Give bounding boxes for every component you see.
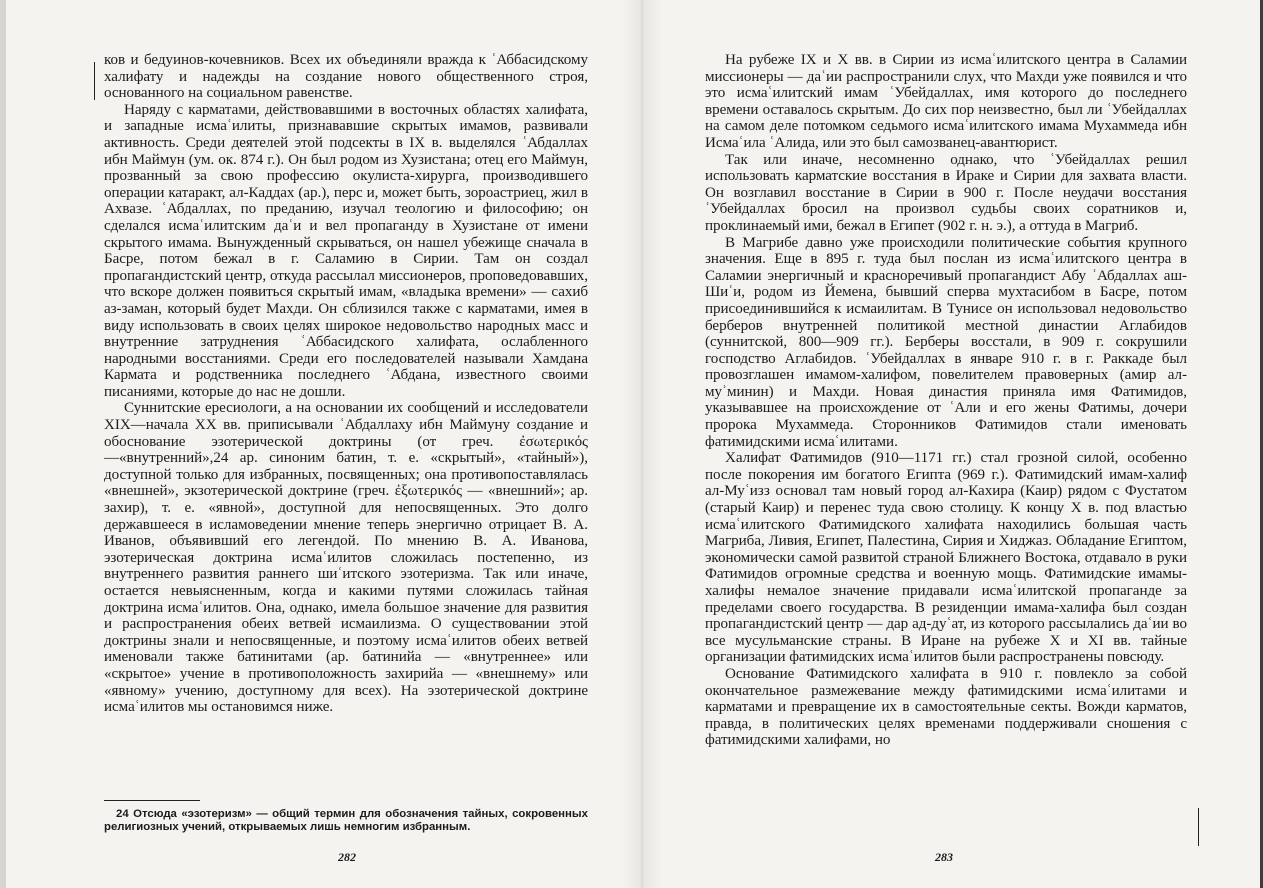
scan-edge-left bbox=[0, 0, 6, 888]
paragraph: ков и бедуинов-кочевников. Всех их объединяли вражда к ʿАббасидскому халифату и надежды на создание нового общественного строя, основанного на социальном равенстве. bbox=[104, 52, 588, 102]
margin-bracket-mark bbox=[94, 62, 99, 100]
left-page bbox=[104, 52, 588, 716]
paragraph: На рубеже IX и X вв. в Сирии из исмаʿилитского центра в Саламии миссионеры — даʿии распространили слух, что Махди уже появился и что это исмаʿилитский имам ʿУбейдаллах, имя которого до последнего времени оставалось скрытым. До сих пор неизвестно, был ли ʿУбейдаллах на самом деле потомком седьмого исмаʿилитского имама Мухаммеда ибн Исмаʿила ʿАлида, или это был самозванец-авантюрист. bbox=[705, 52, 1187, 151]
footnote-rule bbox=[104, 800, 200, 801]
paragraph: Наряду с карматами, действовавшими в восточных областях халифата, и западные исмаʿилиты, признававшие скрытых имамов, развивали активность. Среди деятелей этой подсекты в IX в. выделялся ʿАбдаллах ибн Маймун (ум. ок. 874 г.). Он был родом из Хузистана; отец его Маймун, прозванный за свою профессию окулиста-хирурга, производившего операции катаракт, ал-Каддах (ар.), перс и, может быть, зороастриец, жил в Ахвазе. ʿАбдаллах, по преданию, изучал теологию и философию; он сделался исмаʿилитским даʿи и вел пропаганду в Хузистане от имени скрытого имама. Вынужденный скрываться, он нашел убежище сначала в Басре, потом бежал в г. Саламию в Сирии. Там он создал пропагандистский центр, откуда рассылал миссионеров, проповедовавших, что вскоре должен появиться скрытый имам, «владыка времени» — сахиб аз-заман, который будет Махди. Он сблизился также с карматами, имея в виду использовать в своих целях широкое недовольство народных масс и внутренние затруднения ʿАббасидского халифата, ослабленного народными восстаниями. Среди его последователей называли Хамдана Кармата и родственника последнего ʿАбдана, известного своими писаниями, которые до нас не дошли. bbox=[104, 101, 588, 400]
footnote: 24 Отсюда «эзотеризм» — общий термин для обозначения тайных, сокровенных религиозных учений, открываемых лишь немногим избранным. bbox=[104, 808, 588, 833]
page-number-right: 283 bbox=[935, 850, 953, 864]
paragraph: Суннитские ересиологи, а на основании их сообщений и исследователи XIX—начала XX вв. приписывали ʿАбдаллаху ибн Маймуну создание и обоснование эзотерической доктрины (от греч. ἐσωτερικός —«внутренний»,24 ар. синоним батин, т. е. «скрытый», «тайный»), доступной только для избранных, посвященных; она противопоставлялась «внешней», экзотерической доктрине (греч. ἐξωτερικός — «внешний»; ар. захир), т. е. «явной», доступной для непосвященных. Это долго державшееся в исламоведении мнение теперь энергично отрицает В. А. Иванов, объявивший его легендой. По мнению В. А. Иванова, эзотерическая доктрина исмаʿилитов сложилась постепенно, из внутреннего развития раннего шиʿитского эзотеризма. Так или иначе, остается невыясненным, когда и какими путями сложилась тайная доктрина исмаʿилитов. Она, однако, имела большое значение для развития и распространения обеих ветвей исмаилизма. О существовании этой доктрины знали и непосвященные, и поэтому исмаʿилитов обеих ветвей именовали также батинитами (ар. батинийа — «внутреннее» или «скрытое» учение в противоположность захирийа — «внешнему» или «явному» учению, доступному для всех). На эзотерической доктрине исмаʿилитов мы остановимся ниже. bbox=[104, 400, 588, 716]
page-number-left: 282 bbox=[338, 850, 356, 864]
paragraph: Халифат Фатимидов (910—1171 гг.) стал грозной силой, особенно после покорения им богатого Египта (969 г.). Фатимидский имам-халиф ал-Муʿизз основал там новый город ал-Кахира (Каир) рядом с Фустатом (старый Каир) и перенес туда свою столицу. К концу X в. под властью исмаʿилитского Фатимидского халифата находились большая часть Магриба, Ливия, Египет, Палестина, Сирия и Хиджаз. Обладание Египтом, экономически самой развитой страной Ближнего Востока, отдавало в руки Фатимидов огромные средства и военную мощь. Фатимидские имамы-халифы немалое значение придавали исмаʿилитской пропаганде за пределами своего государства. В резиденции имама-халифа был создан пропагандистский центр — дар ад-дуʿат, из которого рассылались даʿии во все мусульманские страны. В Иране на рубеже X и XI вв. тайные организации фатимидских исмаʿилитов были распространены повсюду. bbox=[705, 450, 1187, 666]
book-gutter bbox=[622, 0, 662, 888]
margin-bracket-mark bbox=[1198, 808, 1203, 846]
paragraph: Так или иначе, несомненно однако, что ʿУбейдаллах решил использовать карматские восстания в Ираке и Сирии для захвата власти. Он возглавил восстание в Сирии в 900 г. После неудачи восстания ʿУбейдаллах бросил на произвол судьбы своих соратников и, проклинаемый ими, бежал в Египет (902 г. н. э.), а оттуда в Магриб. bbox=[705, 151, 1187, 234]
right-page bbox=[705, 52, 1187, 749]
paragraph: Основание Фатимидского халифата в 910 г. повлекло за собой окончательное размежевание между фатимидскими исмаʿилитами и карматами и превращение их в самостоятельные секты. Вожди карматов, правда, в политических целях временами поддерживали сношения с фатимидскими халифами, но bbox=[705, 665, 1187, 749]
paragraph: В Магрибе давно уже происходили политические события крупного значения. Еще в 895 г. туда был послан из исмаʿилитского центра в Саламии энергичный и красноречивый пропагандист Абу ʿАбдаллах аш-Шиʿи, родом из Йемена, бывший сперва мухтасибом в Басре, потом присоединившийся к исмаилитам. В Тунисе он использовал недовольство берберов внутренней политикой местной династии Аглабидов (суннитской, 800—909 гг.). Берберы восстали, в 909 г. сокрушили господство Аглабидов. ʿУбейдаллах в январе 910 г. в г. Раккаде был провозглашен имамом-халифом, повелителем правоверных (амир ал-муʾминин) и Махди. Новая династия приняла имя Фатимидов, указывавшее на происхождение от ʿАли и его жены Фатимы, дочери пророка Мухаммеда. Сторонников Фатимидов стали именовать фатимидскими исмаʿилитами. bbox=[705, 234, 1187, 450]
